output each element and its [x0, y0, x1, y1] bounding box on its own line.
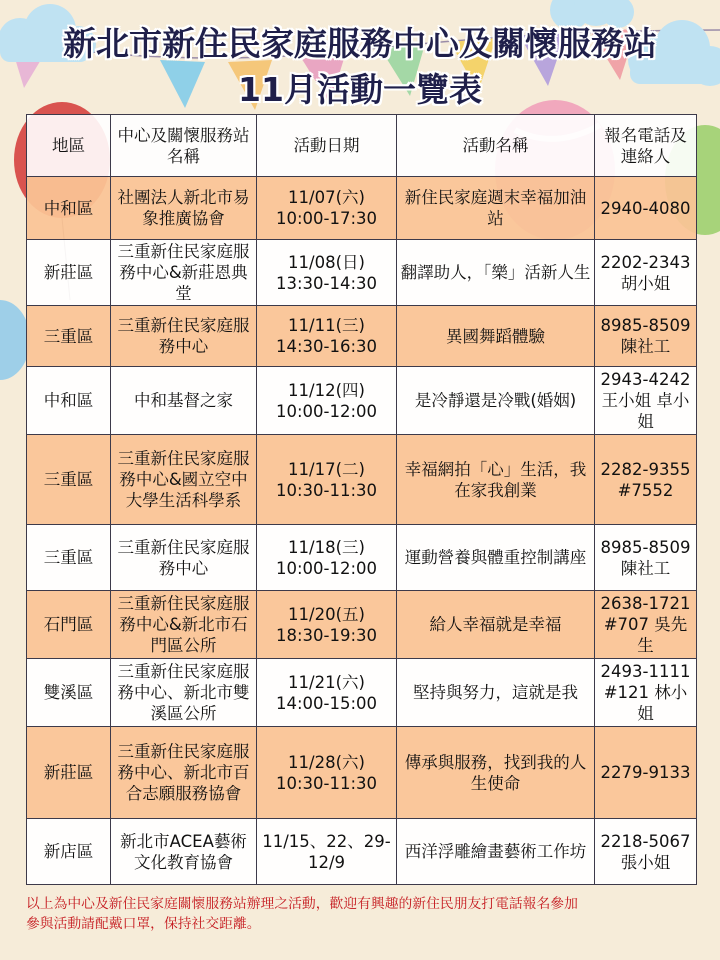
table-row — [27, 819, 697, 885]
cell-contact: 2282-9355 #7552 — [595, 435, 697, 525]
page-title: 新北市新住民家庭服務中心及關懷服務站 — [63, 24, 657, 63]
cell-date: 11/08(日) 13:30-14:30 — [257, 240, 397, 306]
cell-date: 11/20(五) 18:30-19:30 — [257, 591, 397, 659]
cell-activity: 異國舞蹈體驗 — [397, 306, 595, 367]
cell-date: 11/18(三) 10:00-12:00 — [257, 525, 397, 591]
cell-contact: 2202-2343 胡小姐 — [595, 240, 697, 306]
cell-center: 社團法人新北市易象推廣協會 — [111, 177, 257, 240]
cell-center: 三重新住民家庭服務中心 — [111, 525, 257, 591]
cell-center: 三重新住民家庭服務中心、新北市百合志願服務協會 — [111, 727, 257, 819]
cell-activity: 幸福網拍「心」生活，我在家我創業 — [397, 435, 595, 525]
cell-activity: 翻譯助人，「樂」活新人生 — [397, 240, 595, 306]
cell-contact: 2943-4242 王小姐 卓小姐 — [595, 367, 697, 435]
table-row — [27, 525, 697, 591]
cell-center: 三重新住民家庭服務中心&新莊恩典堂 — [111, 240, 257, 306]
cell-region: 中和區 — [27, 367, 111, 435]
table-row — [27, 177, 697, 240]
cell-activity: 堅持與努力，這就是我 — [397, 659, 595, 727]
cell-center: 三重新住民家庭服務中心&國立空中大學生活科學系 — [111, 435, 257, 525]
cell-date: 11/12(四) 10:00-12:00 — [257, 367, 397, 435]
cell-contact: 2493-1111 #121 林小姐 — [595, 659, 697, 727]
cell-contact: 2279-9133 — [595, 727, 697, 819]
cell-region: 新莊區 — [27, 727, 111, 819]
cell-contact: 2940-4080 — [595, 177, 697, 240]
cell-contact: 8985-8509 陳社工 — [595, 306, 697, 367]
cell-date: 11/28(六) 10:30-11:30 — [257, 727, 397, 819]
table-row — [27, 591, 697, 659]
cell-center: 三重新住民家庭服務中心&新北市石門區公所 — [111, 591, 257, 659]
cell-center: 中和基督之家 — [111, 367, 257, 435]
cell-activity: 傳承與服務，找到我的人生使命 — [397, 727, 595, 819]
cell-region: 石門區 — [27, 591, 111, 659]
cell-activity: 運動營養與體重控制講座 — [397, 525, 595, 591]
activity-table — [26, 114, 697, 885]
footer-line-2: 參與活動請配戴口罩，保持社交距離。 — [26, 916, 261, 932]
cell-date: 11/11(三) 14:30-16:30 — [257, 306, 397, 367]
cell-activity: 是冷靜還是冷戰(婚姻) — [397, 367, 595, 435]
cell-region: 中和區 — [27, 177, 111, 240]
table-row — [27, 659, 697, 727]
cell-region: 新店區 — [27, 819, 111, 885]
cell-center: 三重新住民家庭服務中心、新北市雙溪區公所 — [111, 659, 257, 727]
cell-center: 新北市ACEA藝術文化教育協會 — [111, 819, 257, 885]
cell-date: 11/15、22、29-12/9 — [257, 819, 397, 885]
cell-region: 三重區 — [27, 435, 111, 525]
page-subtitle: 11月活動一覽表 — [238, 70, 482, 109]
table-row — [27, 435, 697, 525]
cell-activity: 給人幸福就是幸福 — [397, 591, 595, 659]
cell-contact: 2638-1721 #707 吳先生 — [595, 591, 697, 659]
header-center: 中心及關懷服務站名稱 — [111, 115, 257, 177]
cell-region: 新莊區 — [27, 240, 111, 306]
cell-region: 三重區 — [27, 306, 111, 367]
header-region: 地區 — [27, 115, 111, 177]
table-header-row — [27, 115, 697, 177]
table-row — [27, 306, 697, 367]
cell-activity: 西洋浮雕繪畫藝術工作坊 — [397, 819, 595, 885]
cell-center: 三重新住民家庭服務中心 — [111, 306, 257, 367]
table-row — [27, 727, 697, 819]
table-row — [27, 240, 697, 306]
cell-activity: 新住民家庭週末幸福加油站 — [397, 177, 595, 240]
cell-contact: 2218-5067 張小姐 — [595, 819, 697, 885]
cell-date: 11/07(六) 10:00-17:30 — [257, 177, 397, 240]
header-contact: 報名電話及連絡人 — [595, 115, 697, 177]
header-date: 活動日期 — [257, 115, 397, 177]
cell-date: 11/21(六) 14:00-15:00 — [257, 659, 397, 727]
footer-note — [26, 894, 696, 934]
cell-date: 11/17(二) 10:30-11:30 — [257, 435, 397, 525]
cell-region: 雙溪區 — [27, 659, 111, 727]
header-activity: 活動名稱 — [397, 115, 595, 177]
table-row — [27, 367, 697, 435]
cell-region: 三重區 — [27, 525, 111, 591]
cell-contact: 8985-8509 陳社工 — [595, 525, 697, 591]
footer-line-1: 以上為中心及新住民家庭關懷服務站辦理之活動，歡迎有興趣的新住民朋友打電話報名參加 — [26, 896, 578, 912]
